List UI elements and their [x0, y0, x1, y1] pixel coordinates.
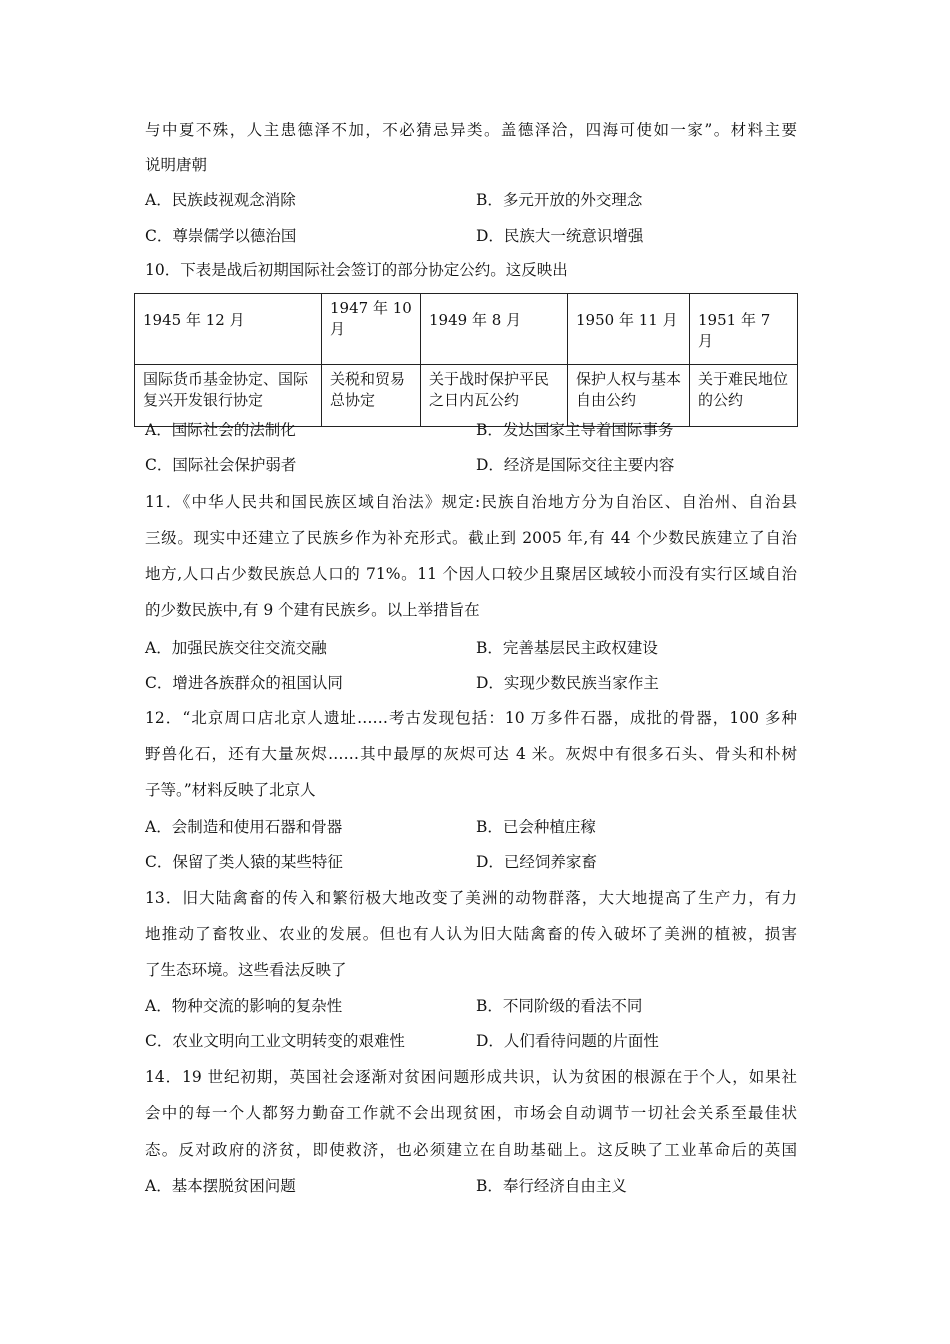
question-9-option-a: A．民族歧视观念消除 — [145, 191, 296, 209]
question-11-option-c: C．增进各族群众的祖国认同 — [145, 674, 343, 692]
question-11-option-b: B．完善基层民主政权建设 — [476, 639, 658, 657]
question-14-text-line: 态。反对政府的济贫，即使救济，也必须建立在自助基础上。这反映了工业革命后的英国 — [145, 1141, 797, 1159]
question-11-text-line: 11．《中华人民共和国民族区域自治法》规定:民族自治地方分为自治区、自治州、自治县 — [145, 493, 797, 511]
table-cell-agreement: 关税和贸易总协定 — [322, 365, 421, 427]
question-11-option-a: A．加强民族交往交流交融 — [145, 639, 327, 657]
table-row-dates — [135, 294, 798, 365]
table-row-agreements — [135, 365, 798, 427]
table-cell-agreement: 保护人权与基本自由公约 — [568, 365, 690, 427]
table-cell-agreement: 关于难民地位的公约 — [690, 365, 798, 427]
question-9-option-d: D．民族大一统意识增强 — [476, 227, 644, 245]
question-9-option-c: C．尊崇儒学以德治国 — [145, 227, 297, 245]
question-12-text-line: 子等。”材料反映了北京人 — [145, 781, 316, 799]
question-11-text-line: 地方,人口占少数民族总人口的 71%。11 个因人口较少且聚居区域较小而没有实行区域自治 — [145, 565, 797, 583]
question-10-stem: 10．下表是战后初期国际社会签订的部分协定公约。这反映出 — [145, 261, 568, 279]
table-cell-agreement: 国际货币基金协定、国际复兴开发银行协定 — [135, 365, 322, 427]
question-13-option-b: B．不同阶级的看法不同 — [476, 997, 643, 1015]
question-14-text-line: 14．19 世纪初期，英国社会逐渐对贫困问题形成共识，认为贫困的根源在于个人，如果社 — [145, 1068, 797, 1086]
question-9-text-line: 说明唐朝 — [145, 156, 208, 174]
question-13-text-line: 13．旧大陆禽畜的传入和繁衍极大地改变了美洲的动物群落，大大地提高了生产力，有力 — [145, 889, 797, 907]
question-11-text-line: 的少数民族中,有 9 个建有民族乡。以上举措旨在 — [145, 601, 480, 619]
question-12-option-b: B．已会种植庄稼 — [476, 818, 596, 836]
question-13-option-d: D．人们看待问题的片面性 — [476, 1032, 659, 1050]
question-14-option-b: B．奉行经济自由主义 — [476, 1177, 627, 1195]
question-12-option-d: D．已经饲养家畜 — [476, 853, 597, 871]
question-13-option-a: A．物种交流的影响的复杂性 — [145, 997, 343, 1015]
question-9-option-b: B．多元开放的外交理念 — [476, 191, 643, 209]
table-cell-date: 1950 年 11 月 — [568, 294, 690, 365]
question-10-option-a: A．国际社会的法制化 — [145, 421, 296, 439]
question-10-option-d: D．经济是国际交往主要内容 — [476, 456, 675, 474]
table-cell-agreement: 关于战时保护平民之日内瓦公约 — [421, 365, 568, 427]
question-12-option-c: C．保留了类人猿的某些特征 — [145, 853, 343, 871]
agreements-table — [134, 293, 798, 427]
question-11-option-d: D．实现少数民族当家作主 — [476, 674, 659, 692]
question-12-option-a: A．会制造和使用石器和骨器 — [145, 818, 343, 836]
question-11-text-line: 三级。现实中还建立了民族乡作为补充形式。截止到 2005 年,有 44 个少数民族建立了自治 — [145, 529, 797, 547]
question-10-option-c: C．国际社会保护弱者 — [145, 456, 297, 474]
question-10-option-b: B．发达国家主导着国际事务 — [476, 421, 674, 439]
question-12-text-line: 野兽化石，还有大量灰烬……其中最厚的灰烬可达 4 米。灰烬中有很多石头、骨头和朴树 — [145, 745, 797, 763]
question-12-text-line: 12．“北京周口店北京人遗址……考古发现包括：10 万多件石器，成批的骨器，100 多种 — [145, 709, 797, 727]
question-9-text-line: 与中夏不殊，人主患德泽不加，不必猜忌异类。盖德泽洽，四海可使如一家”。材料主要 — [145, 121, 797, 139]
table-cell-date: 1951 年 7 月 — [690, 294, 798, 365]
question-13-text-line: 了生态环境。这些看法反映了 — [145, 961, 347, 979]
table-cell-date: 1945 年 12 月 — [135, 294, 322, 365]
question-14-option-a: A．基本摆脱贫困问题 — [145, 1177, 296, 1195]
table-cell-date: 1949 年 8 月 — [421, 294, 568, 365]
table-cell-date: 1947 年 10 月 — [322, 294, 421, 365]
question-13-option-c: C．农业文明向工业文明转变的艰难性 — [145, 1032, 405, 1050]
question-13-text-line: 地推动了畜牧业、农业的发展。但也有人认为旧大陆禽畜的传入破坏了美洲的植被，损害 — [145, 925, 797, 943]
question-14-text-line: 会中的每一个人都努力勤奋工作就不会出现贫困，市场会自动调节一切社会关系至最佳状 — [145, 1104, 797, 1122]
